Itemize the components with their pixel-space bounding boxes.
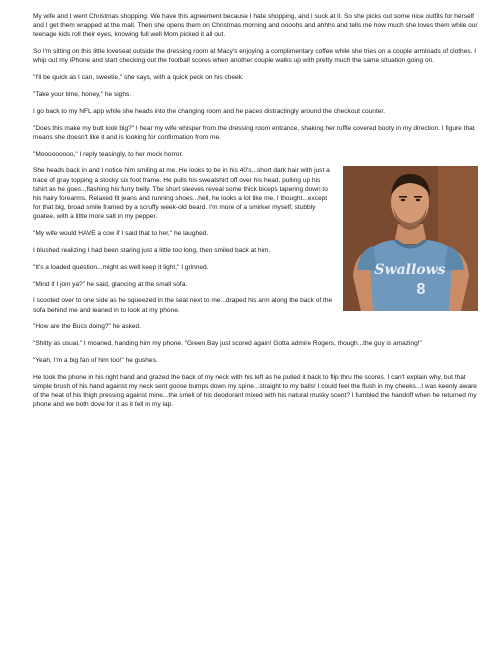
paragraph-13: I scooted over to one side as he squeezed in the seat next to me...draped his arm along the back of the sofa behind me and leaned in to look at my phone.	[33, 297, 333, 314]
paragraph-3: "I'll be quick as I can, sweetie," she says, with a quick peck on his cheek.	[33, 74, 244, 82]
paragraph-11: "It's a loaded question...might as well keep it light," I grinned.	[33, 263, 209, 271]
paragraph-15: "Shitty as usual," I moaned, handing him my phone. "Green Bay just scored again! Gotta admire Rogers, though...the guy is amazing!"	[33, 340, 422, 348]
paragraph-10: I blushed realizing I had been staring just a little too long, then smiled back at him.	[33, 247, 271, 254]
shirt-print-number: 8	[416, 281, 426, 299]
paragraph-5: I go back to my NFL app while she heads into the changing room and he paces distractingly around the checkout counter.	[33, 107, 386, 115]
paragraph-1: My wife and I went Christmas shopping. We have this agreement because I hate shopping, and I suck at it. So she picks out some nice outfits for herself and I get them wrapped at the mall. Then she opens them on Christmas morning and oooohs and ahhhs and tells me how much she loves them while our teenage kids roll their eyes, knowing full well Mom picked it all out.	[33, 13, 478, 39]
paragraph-9: "My wife would HAVE a cow if I said that to her," he laughed.	[33, 230, 209, 238]
paragraph-12: "Mind if I join ya?" he said, glancing at the small sofa.	[33, 280, 188, 288]
paragraph-8: She heads back in and I notice him smiling at me. He looks to be in his 40's...short dark hair with just a trace of gray topping a stocky six foot frame. He pulls his sweatshirt off over his head, pulling up his tshirt as he goes...flashing his furry belly. The short sleeves reveal some thick biceps tapering down to his hairy forearms. Relaxed fit jeans and running shoes...hell, he looks a lot like me, I thought...except for that big, broad smile framed by a scruffy week-old beard. I'm more of a smirker myself, stubbly goatee, with a little more salt in my pepper.	[33, 167, 330, 221]
man-in-blue-tshirt-photo-icon	[343, 166, 478, 311]
shirt-print-text: Swallows	[374, 262, 446, 279]
paragraph-6: "Does this make my butt look big?" I hear my wife whisper from the dressing room entrance, shaking her ruffle covered booty in my direction. I figure that means she doesn't like it and is looking for confirmation from me.	[33, 124, 475, 141]
paragraph-14: "How are the Bucs doing?" he asked.	[33, 323, 142, 331]
paragraph-4: "Take your time, honey," he sighs.	[33, 91, 132, 98]
paragraph-7: "Mooooooooo," I reply teasingly, to her mock horror.	[33, 150, 184, 158]
paragraph-2: So I'm sitting on this little loveseat outside the dressing room at Macy's enjoying a complimentary coffee while she tries on a couple armloads of clothes. I whip out my iPhone and start checking out the football scores when another couple walks up with pretty much the same situation going on.	[33, 48, 477, 65]
paragraph-16: "Yeah, I'm a big fan of him too!" he gushes.	[33, 356, 158, 364]
paragraph-17: He took the phone in his right hand and grazed the back of my neck with his left as he pulled it back to flip thru the scores. I can't explain why, but that simple brush of his hand against my neck sent goose bumps down my spine...straight to my balls! I could feel the flush in my cheeks...I was keenly aware of the heat of his thigh pressing against mine...the smell of his deodorant mixed with his natural musky scent? I fumbled the handoff when he returned my phone and we both dove for it as it fell in my lap.	[33, 373, 477, 409]
man-photo	[343, 166, 478, 311]
